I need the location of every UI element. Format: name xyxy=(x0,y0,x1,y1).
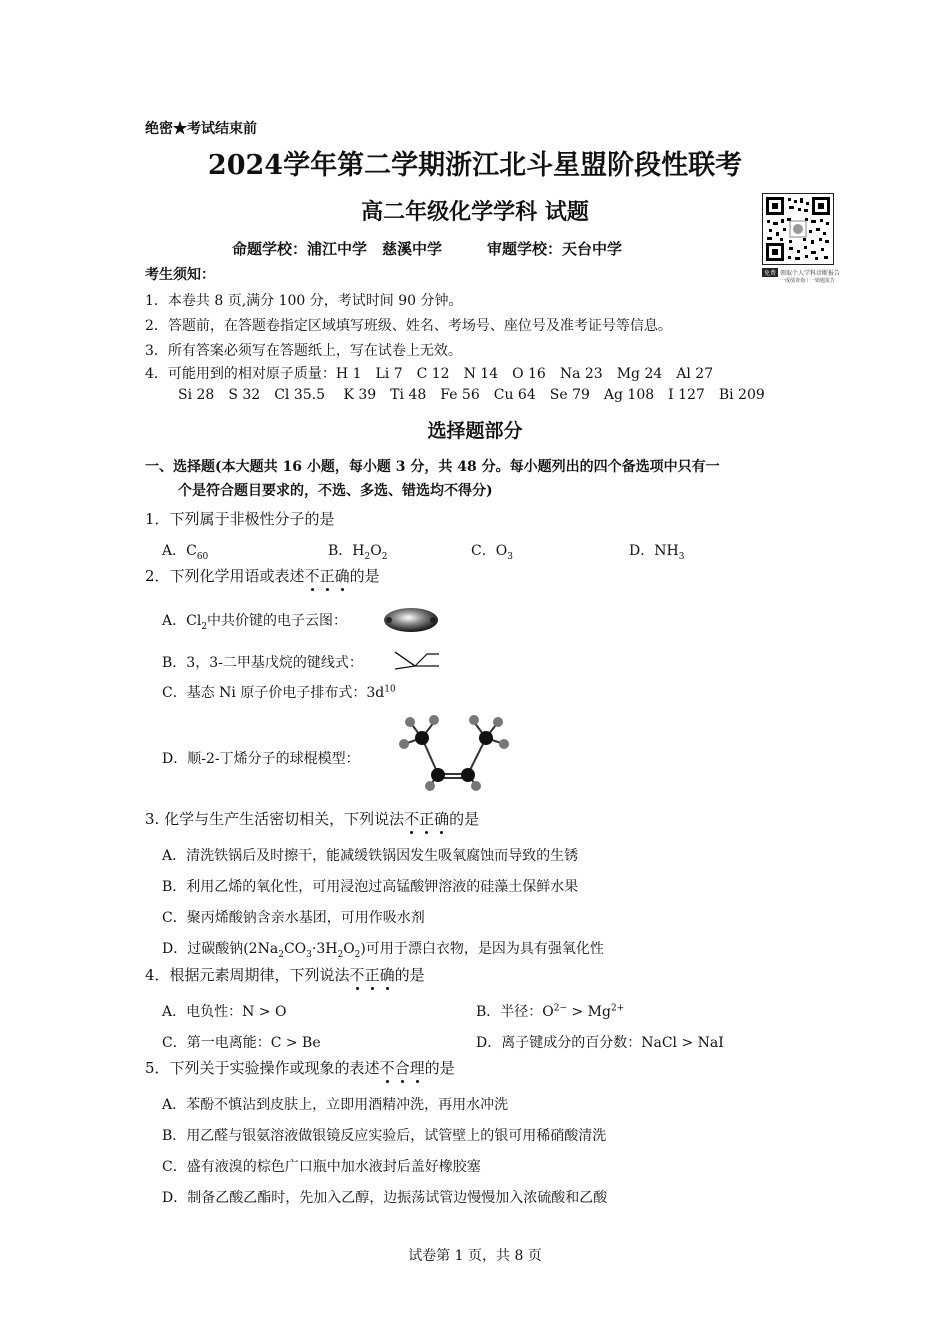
q5-option-d[interactable]: D．制备乙酸乙酯时，先加入乙醇，边振荡试管边慢慢加入浓硫酸和乙酸 xyxy=(162,1190,608,1206)
q1-a-sub: 60 xyxy=(196,551,209,562)
q3-d-sub1: 2 xyxy=(278,949,284,960)
q1-option-d[interactable] xyxy=(629,540,684,562)
q1-option-c[interactable] xyxy=(471,540,513,562)
q4-stem-emph-1: 不 xyxy=(349,966,365,984)
q2-option-a[interactable] xyxy=(162,610,347,632)
q5-stem-text: 5．下列关于实验操作或现象的表述 xyxy=(145,1059,380,1077)
notice-item-4: 4．可能用到的相对原子质量：H 1 Li 7 C 12 N 14 O 16 Na 23 Mg 24 Al 27 xyxy=(145,366,714,382)
q3-stem-emph-1: 不 xyxy=(404,810,420,828)
notice-item-1: 1．本卷共 8 页,满分 100 分，考试时间 90 分钟。 xyxy=(145,293,463,309)
qr-code-icon xyxy=(763,194,833,264)
q4-b-sup1: 2− xyxy=(553,1003,568,1014)
q3-stem-text: 3. 化学与生产生活密切相关，下列说法 xyxy=(145,810,405,828)
q4-stem-emph-2: 正 xyxy=(364,966,380,984)
q2-c-sup: 10 xyxy=(384,684,396,695)
ball-stick-model-image xyxy=(396,712,514,792)
page-subtitle: 高二年级化学学科 试题 xyxy=(361,199,589,225)
electron-cloud-image xyxy=(380,606,442,634)
q1-c-sub: 3 xyxy=(507,551,513,562)
q2-stem xyxy=(145,565,380,586)
q3-option-d[interactable] xyxy=(162,938,604,960)
q2-option-d[interactable]: D．顺-2-丁烯分子的球棍模型： xyxy=(162,751,360,767)
schools-line: 命题学校：浦江中学 慈溪中学 审题学校：天台中学 xyxy=(232,240,623,258)
q1-stem: 1．下列属于非极性分子的是 xyxy=(145,510,335,528)
q1-option-a[interactable] xyxy=(162,540,208,562)
q1-c-text: C．O xyxy=(471,543,508,559)
section-intro-2: 个是符合题目要求的，不选、多选、错选均不得分) xyxy=(178,483,493,499)
qr-badge-tag: 免费 xyxy=(764,270,777,277)
q3-d-sub2: 3 xyxy=(306,949,312,960)
q5-option-c[interactable]: C．盛有液溴的棕色广口瓶中加水液封后盖好橡胶塞 xyxy=(162,1159,481,1175)
secret-label: 绝密★考试结束前 xyxy=(145,121,257,137)
q3-d-mid2: ·3H xyxy=(311,941,338,957)
q2-stem-emph-1: 不 xyxy=(304,567,320,585)
q1-d-sub: 3 xyxy=(678,551,685,562)
q5-stem xyxy=(145,1057,455,1078)
notice-item-3: 3．所有答案必须写在答题纸上，写在试卷上无效。 xyxy=(145,343,462,359)
q1-a-text: A．C xyxy=(162,543,197,559)
q3-d-sub3: 2 xyxy=(337,949,344,960)
q2-option-c[interactable] xyxy=(162,682,396,702)
page-footer: 试卷第 1 页，共 8 页 xyxy=(408,1248,542,1264)
q2-c-text: C．基态 Ni 原子价电子排布式：3d xyxy=(162,685,385,701)
q2-stem-text: 2．下列化学用语或表述 xyxy=(145,567,305,585)
q3-d-mid3: O xyxy=(343,941,355,957)
q1-b-mid: O xyxy=(370,543,382,559)
section-title: 选择题部分 xyxy=(427,420,523,442)
section-intro-1: 一、选择题(本大题共 16 小题，每小题 3 分，共 48 分。每小题列出的四个备选项中只有一 xyxy=(145,459,720,475)
qr-badge-text: 领取个人学科诊断报告 xyxy=(780,270,841,277)
skeletal-formula-image xyxy=(392,649,442,671)
q4-option-d[interactable]: D．离子键成分的百分数：NaCl > NaI xyxy=(476,1035,724,1051)
q3-d-text-end: )可用于漂白衣物，是因为具有强氧化性 xyxy=(360,941,604,957)
q1-b-sub1: 2 xyxy=(364,551,371,562)
qr-badge xyxy=(762,268,842,282)
q1-b-sub2: 2 xyxy=(381,551,388,562)
q3-option-b[interactable]: B．利用乙烯的氧化性，可用浸泡过高锰酸钾溶液的硅藻土保鲜水果 xyxy=(162,879,579,895)
q3-option-a[interactable]: A．清洗铁锅后及时擦干，能减缓铁锅因发生吸氧腐蚀而导致的生锈 xyxy=(162,848,579,864)
qr-code[interactable] xyxy=(762,193,834,265)
q3-d-sub4: 2 xyxy=(354,949,361,960)
q2-a-text: A．Cl xyxy=(162,613,202,629)
q3-stem-end: 的是 xyxy=(449,810,480,828)
q1-d-text: D．NH xyxy=(629,543,679,559)
q2-stem-end: 的是 xyxy=(349,567,380,585)
q5-option-a[interactable]: A．苯酚不慎沾到皮肤上，立即用酒精冲洗，再用水冲洗 xyxy=(162,1097,509,1113)
q2-stem-emph-2: 正 xyxy=(319,567,335,585)
q5-stem-emph-3: 理 xyxy=(409,1059,425,1077)
q3-d-mid1: CO xyxy=(283,941,307,957)
q5-option-b[interactable]: B．用乙醛与银氨溶液做银镜反应实验后，试管壁上的银可用稀硝酸清洗 xyxy=(162,1128,607,1144)
q5-stem-emph-2: 合 xyxy=(394,1059,410,1077)
q4-option-b[interactable] xyxy=(476,1001,624,1021)
notice-item-2: 2．答题前，在答题卷指定区域填写班级、姓名、考场号、座位号及准考证号等信息。 xyxy=(145,318,672,334)
q4-option-c[interactable]: C．第一电离能：C > Be xyxy=(162,1035,321,1051)
q4-b-mid: > Mg xyxy=(567,1004,611,1020)
notice-item-4-cont: Si 28 S 32 Cl 35.5 K 39 Ti 48 Fe 56 Cu 64 Se 79 Ag 108 I 127 Bi 209 xyxy=(178,387,765,403)
q3-option-c[interactable]: C．聚丙烯酸钠含亲水基团，可用作吸水剂 xyxy=(162,910,425,926)
q2-a-sub: 2 xyxy=(201,621,208,632)
q4-stem-end: 的是 xyxy=(394,966,425,984)
qr-badge-sub: 一成绩查询｜一错题报告 xyxy=(780,278,836,284)
q2-a-text-end: 中共价键的电子云图： xyxy=(207,613,348,629)
q3-stem-emph-3: 确 xyxy=(434,810,450,828)
q2-option-b[interactable]: B．3，3-二甲基戊烷的键线式： xyxy=(162,655,363,671)
q1-b-text: B．H xyxy=(328,543,365,559)
page-title: 2024学年第二学期浙江北斗星盟阶段性联考 xyxy=(207,150,743,181)
q4-stem-text: 4．根据元素周期律，下列说法 xyxy=(145,966,350,984)
q4-b-sup2: 2+ xyxy=(610,1003,625,1014)
q4-b-text: B．半径：O xyxy=(476,1004,554,1020)
q3-stem xyxy=(145,808,479,829)
q5-stem-end: 的是 xyxy=(424,1059,455,1077)
q3-d-text: D．过碳酸钠(2Na xyxy=(162,941,279,957)
q2-stem-emph-3: 确 xyxy=(334,567,350,585)
q4-stem xyxy=(145,964,425,985)
q1-option-b[interactable] xyxy=(328,540,387,562)
q3-stem-emph-2: 正 xyxy=(419,810,435,828)
q4-stem-emph-3: 确 xyxy=(379,966,395,984)
q5-stem-emph-1: 不 xyxy=(379,1059,395,1077)
q4-option-a[interactable]: A．电负性：N > O xyxy=(162,1004,287,1020)
notice-heading: 考生须知： xyxy=(145,267,215,283)
